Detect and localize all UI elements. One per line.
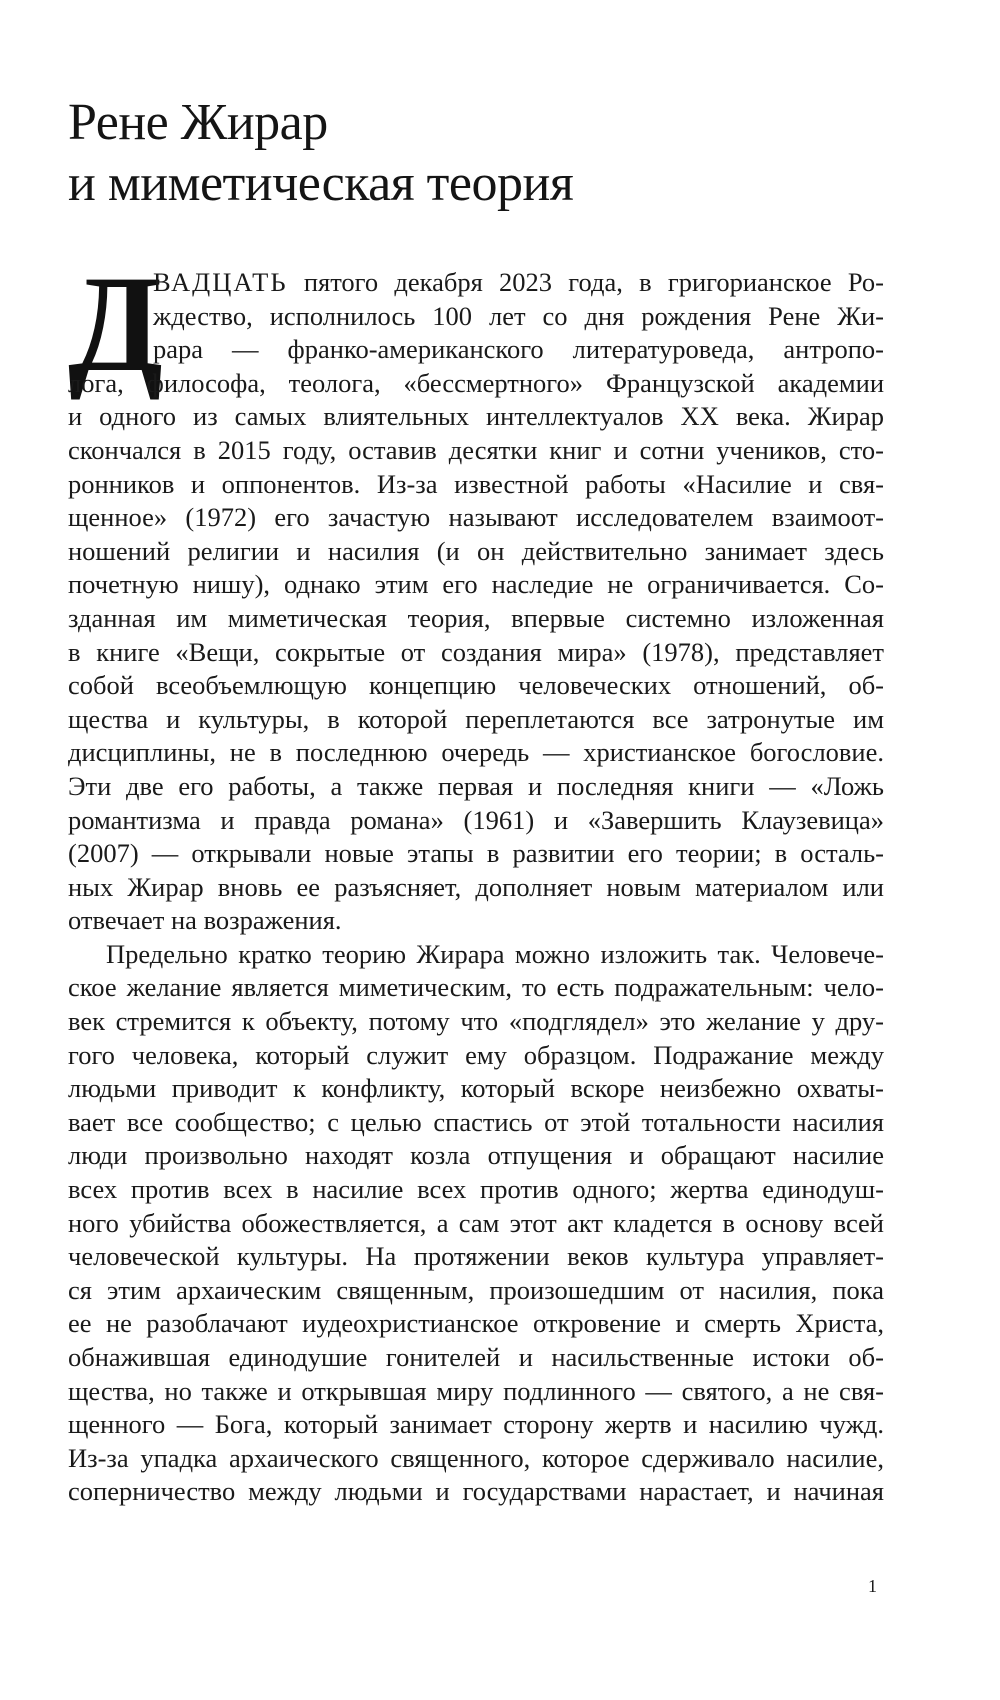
drop-cap: Д <box>68 247 163 400</box>
chapter-title-line-1: Рене Жирар <box>68 94 328 151</box>
lead-word: ВАДЦАТЬ <box>153 267 288 297</box>
text-line: лога, философа, теолога, «бессмертного» Французской академии <box>68 367 884 398</box>
text-line: всех против всех в насилие всех против одного; жертва единодуш- <box>68 1174 884 1205</box>
text-line: щенное» (1972) его зачастую называют исследователем взаимоот- <box>68 502 884 533</box>
text-line: рара — франко-американского литературоведа, антропо- <box>153 334 884 365</box>
text-line: обнажившая единодушие гонителей и насильственные истоки об- <box>68 1342 884 1372</box>
text-line: ждество, исполнилось 100 лет со дня рождения Рене Жи- <box>153 300 884 331</box>
text-line: Из-за упадка архаического священного, которое сдерживало насилие, <box>68 1442 884 1473</box>
chapter-title <box>68 92 573 214</box>
text-line: отвечает на возражения. <box>68 905 342 936</box>
text-line: ВАДЦАТЬ пятого декабря 2023 года, в григорианское Ро- <box>153 267 884 297</box>
text-line: дисциплины, не в последнюю очередь — христианское богословие. <box>68 737 884 768</box>
text-line: в книге «Вещи, сокрытые от создания мира» (1978), представляет <box>68 636 884 667</box>
text-line: романтизма и правда романа» (1961) и «Завершить Клаузевица» <box>68 804 884 835</box>
text-line: щества и культуры, в которой переплетаются все затронутые им <box>68 703 884 734</box>
text-line: Предельно кратко теорию Жирара можно изложить так. Человече- <box>106 938 884 969</box>
text-line: и одного из самых влиятельных интеллектуалов XX века. Жирар <box>68 401 884 432</box>
text-line: зданная им миметическая теория, впервые системно изложенная <box>68 602 884 633</box>
text-line: собой всеобъемлющую концепцию человеческих отношений, об- <box>68 670 884 701</box>
chapter-title-line-2: и миметическая теория <box>68 155 574 212</box>
text-line: ного убийства обожествляется, а сам этот акт кладется в основу всей <box>68 1207 884 1238</box>
text-line: ных Жирар вновь ее разъясняет, дополняет новым материалом или <box>68 871 884 902</box>
body-text <box>68 266 884 1509</box>
text-line: (2007) — открывали новые этапы в развитии его теории; в осталь- <box>68 838 884 869</box>
paragraph-2 <box>68 938 884 1509</box>
text-line: соперничество между людьми и государствами нарастает, и начиная <box>68 1476 884 1507</box>
text-line: люди произвольно находят козла отпущения и обращают насилие <box>68 1140 884 1171</box>
text-line: ронников и оппонентов. Из-за известной работы «Насилие и свя- <box>68 468 884 499</box>
text-line: ее не разоблачают иудеохристианское откровение и смерть Христа, <box>68 1308 884 1339</box>
text-line: ношений религии и насилия (и он действительно занимает здесь <box>68 535 884 566</box>
text-line: щенного — Бога, который занимает сторону жертв и насилию чужд. <box>68 1409 884 1440</box>
text-line: ся этим архаическим священным, произошедшим от насилия, пока <box>68 1274 884 1305</box>
text-line: людьми приводит к конфликту, который вскоре неизбежно охваты- <box>68 1073 884 1104</box>
text-line: щества, но также и открывшая миру подлинного — святого, а не свя- <box>68 1375 884 1406</box>
page-number: 1 <box>868 1576 877 1596</box>
text-line: ское желание является миметическим, то есть подражательным: чело- <box>68 972 884 1003</box>
text-line: почетную нишу), однако этим его наследие не ограничивается. Со- <box>68 569 884 600</box>
text-line: человеческой культуры. На протяжении веков культура управляет- <box>68 1241 884 1272</box>
text-line: скончался в 2015 году, оставив десятки книг и сотни учеников, сто- <box>68 434 884 465</box>
text-line: гого человека, который служит ему образцом. Подражание между <box>68 1039 884 1070</box>
text-line: Эти две его работы, а также первая и последняя книги — «Ложь <box>68 770 884 801</box>
text-line: вает все сообщество; с целью спастись от этой тотальности насилия <box>68 1106 884 1137</box>
text-line: век стремится к объекту, потому что «подглядел» это желание у дру- <box>68 1006 884 1037</box>
paragraph-1 <box>68 266 884 938</box>
